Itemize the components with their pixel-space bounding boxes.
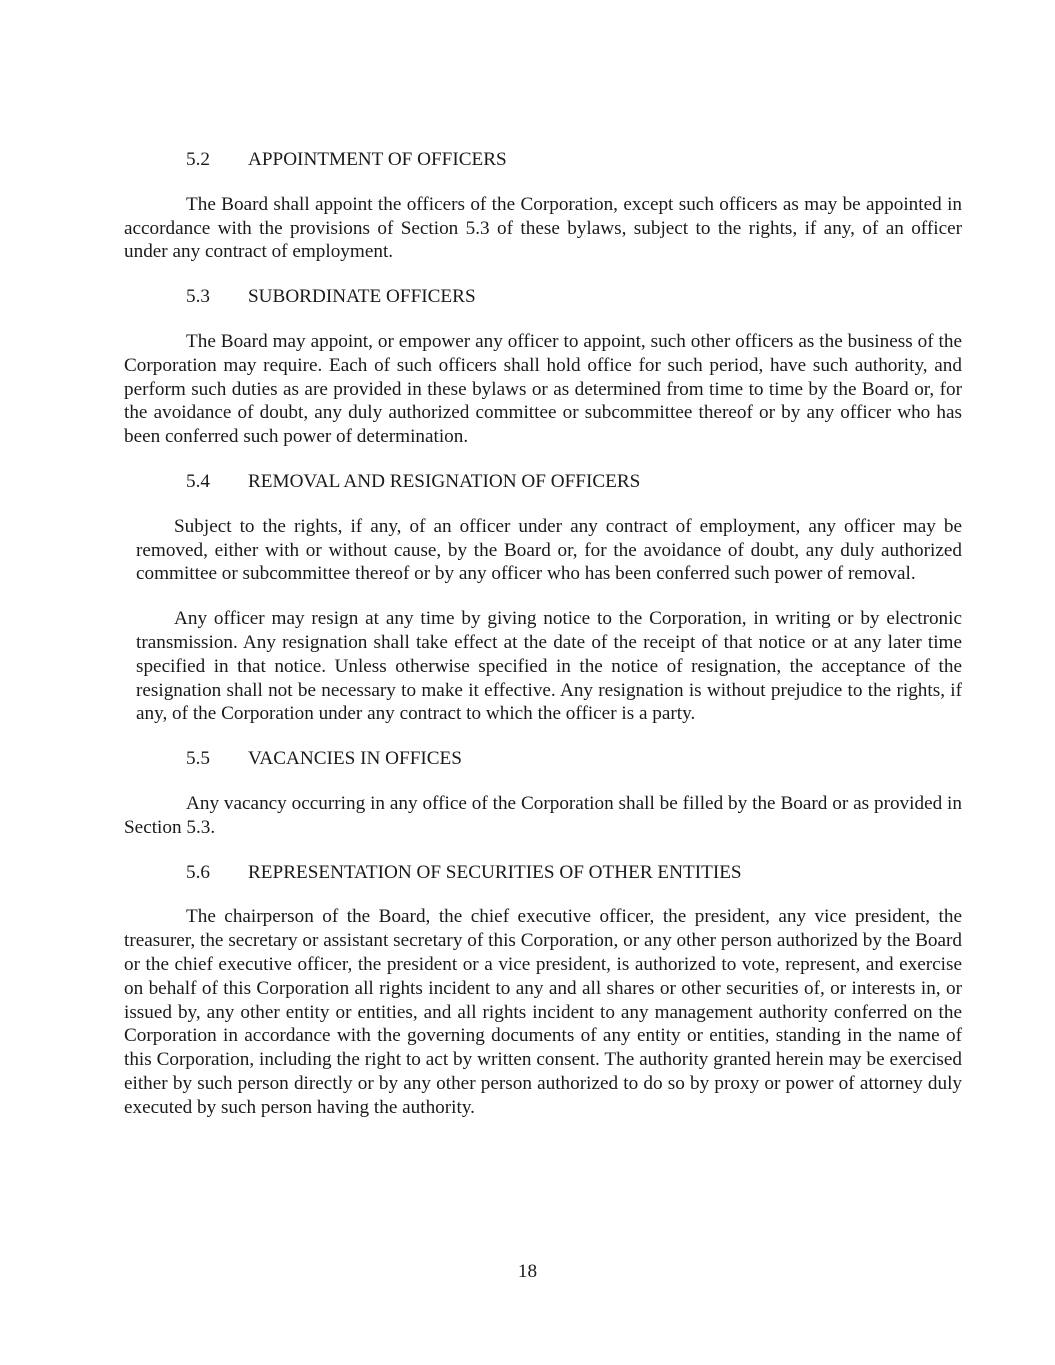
section-title: APPOINTMENT OF OFFICERS: [248, 149, 507, 170]
section-heading-5-5: [124, 747, 962, 771]
document-body: [124, 148, 962, 1141]
page-number: 18: [517, 1261, 538, 1282]
section-number: 5.4: [186, 470, 210, 492]
section-title: REPRESENTATION OF SECURITIES OF OTHER ENTITIES: [248, 861, 742, 883]
section-heading-5-2: [124, 148, 962, 172]
section-title: SUBORDINATE OFFICERS: [248, 286, 476, 308]
section-number: 5.2: [186, 149, 210, 170]
section-number: 5.3: [186, 286, 210, 308]
section-number: 5.5: [186, 748, 210, 770]
section-paragraph: The Board may appoint, or empower any officer to appoint, such other officers as the business of the Corporation may require. Each of such officers shall hold office for such period, have such authority, and perform such duties as are provided in these bylaws or as determined from time to time by the Board or, for the avoidance of doubt, any duly authorized committee or subcommittee thereof or by any officer who has been conferred such power of determination.: [124, 330, 962, 448]
section-heading-5-3: [124, 285, 962, 309]
section-title: VACANCIES IN OFFICES: [248, 748, 462, 770]
section-title: REMOVAL AND RESIGNATION OF OFFICERS: [248, 470, 641, 492]
section-heading-5-4: [124, 470, 962, 494]
section-number: 5.6: [186, 861, 210, 883]
section-heading-5-6: [124, 861, 962, 885]
section-paragraph: Any vacancy occurring in any office of the Corporation shall be filled by the Board or as provided in Section 5.3.: [124, 792, 962, 838]
section-paragraph: The chairperson of the Board, the chief executive officer, the president, any vice president, the treasurer, the secretary or assistant secretary of this Corporation, or any other person authorized by the Board or the chief executive officer, the president or a vice president, is authorized to vote, represent, and exercise on behalf of this Corporation all rights incident to any and all shares or other securities of, or interests in, or issued by, any other entity or entities, and all rights incident to any management authority conferred on the Corporation in accordance with the governing documents of any entity or entities, standing in the name of this Corporation, including the right to act by written consent. The authority granted herein may be exercised either by such person directly or by any other person authorized to do so by proxy or power of attorney duly executed by such person having the authority.: [124, 906, 962, 1118]
section-paragraph: The Board shall appoint the officers of the Corporation, except such officers as may be appointed in accordance with the provisions of Section 5.3 of these bylaws, subject to the rights, if any, of an officer under any contract of employment.: [124, 193, 962, 263]
section-paragraph: Subject to the rights, if any, of an officer under any contract of employment, any officer may be removed, either with or without cause, by the Board or, for the avoidance of doubt, any duly authorized committee or subcommittee thereof or by any officer who has been conferred such power of removal.: [136, 515, 962, 585]
section-paragraph: Any officer may resign at any time by giving notice to the Corporation, in writing or by electronic transmission. Any resignation shall take effect at the date of the receipt of that notice or at any later time specified in that notice. Unless otherwise specified in the notice of resignation, the acceptance of the resignation shall not be necessary to make it effective. Any resignation is without prejudice to the rights, if any, of the Corporation under any contract to which the officer is a party.: [136, 608, 962, 725]
